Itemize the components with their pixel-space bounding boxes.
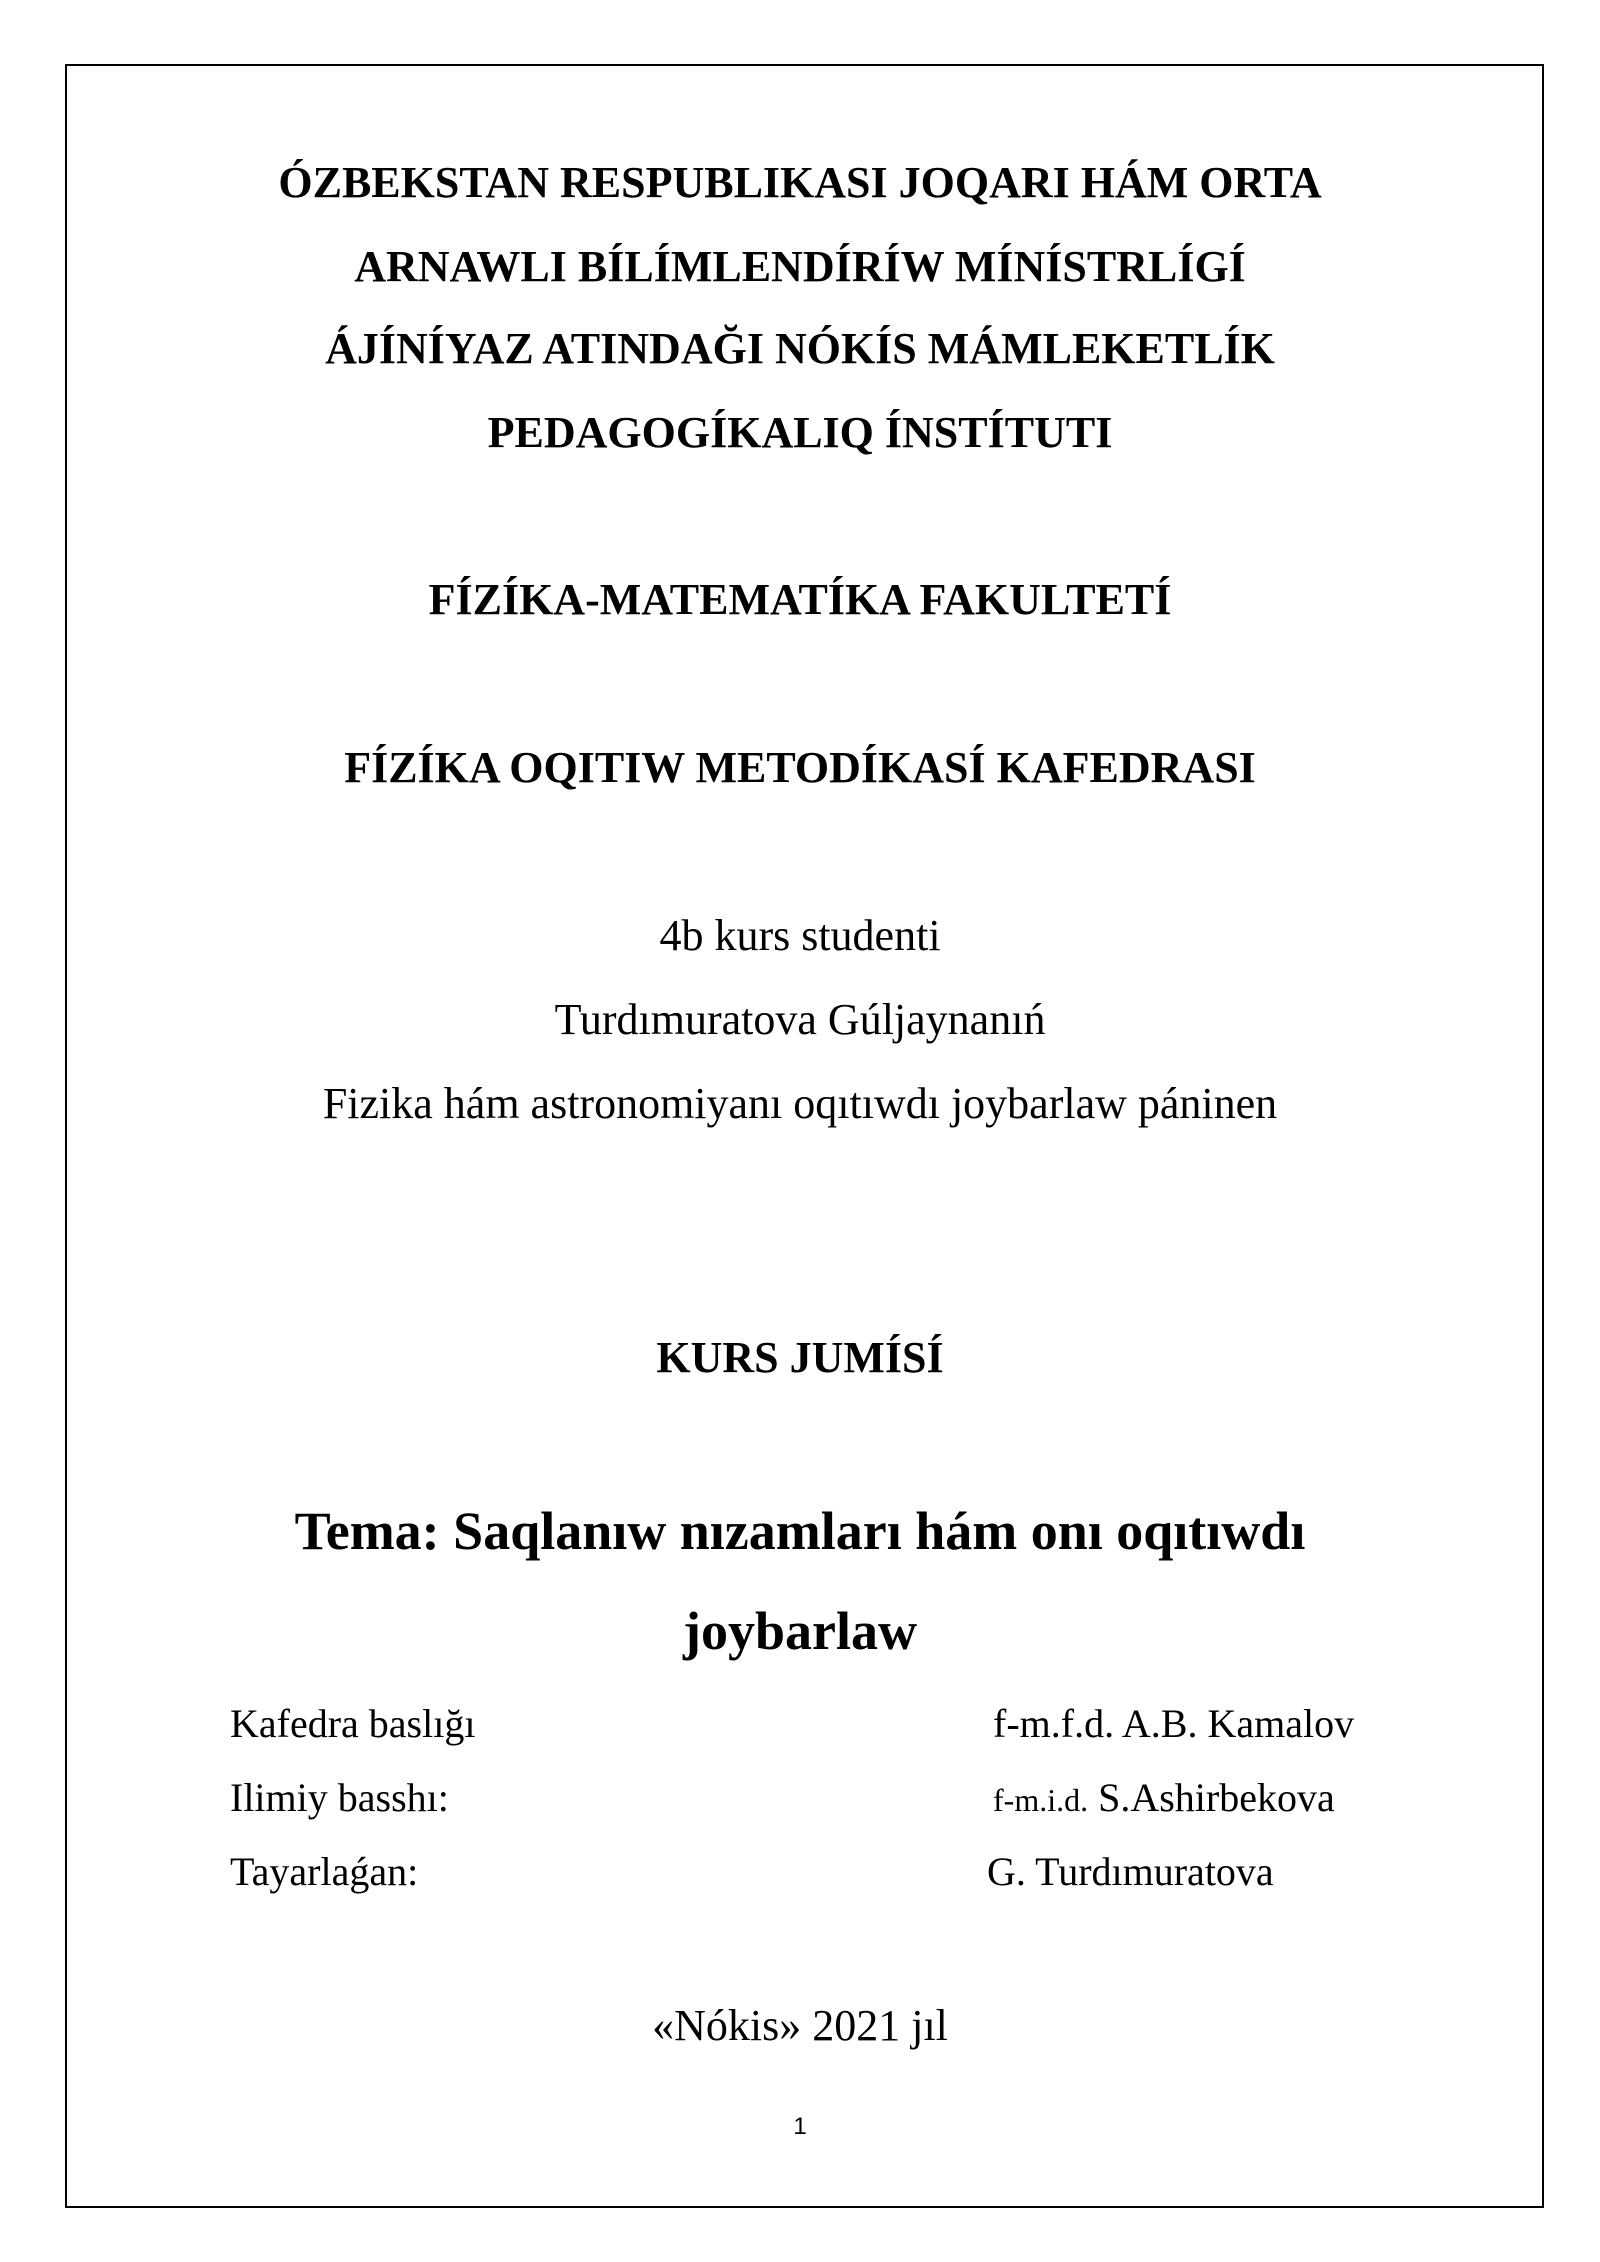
ministry-title-line-1: ÓZBEKSTAN RESPUBLIKASI JOQARI HÁM ORTA — [278, 158, 1322, 207]
topic-line-2: joybarlaw — [683, 1601, 917, 1661]
student-course: 4b kurs studenti — [659, 911, 941, 960]
topic-line-1: Tema: Saqlanıw nızamları hám onı oqıtıwdı — [294, 1501, 1306, 1561]
place-year: «Nókis» 2021 jıl — [652, 2001, 948, 2050]
signature-role-head: Kafedra baslığı — [230, 1701, 476, 1746]
signature-value-prepared — [987, 1848, 1274, 1895]
signature-name-head: A.B. Kamalov — [1121, 1701, 1355, 1746]
signature-value-head — [993, 1700, 1354, 1747]
signature-degree-head: f-m.f.d. — [993, 1701, 1115, 1746]
institute-title-line-1: ÁJÍNÍYAZ ATINDAĞI NÓKÍS MÁMLEKETLÍK — [325, 324, 1275, 373]
signature-name-prepared: G. Turdımuratova — [987, 1849, 1274, 1894]
institute-title-line-2: PEDAGOGÍKALIQ ÍNSTÍTUTI — [487, 408, 1113, 457]
faculty-title: FÍZÍKA-MATEMATÍKA FAKULTETÍ — [428, 575, 1172, 624]
page-number: 1 — [793, 2113, 807, 2140]
signature-role-prepared: Tayarlaǵan: — [230, 1849, 419, 1894]
student-name: Turdımuratova Gúljaynanıń — [554, 995, 1046, 1044]
signature-degree-supervisor: f-m.i.d. — [993, 1782, 1089, 1818]
work-type: KURS JUMÍSÍ — [656, 1333, 944, 1382]
department-title: FÍZÍKA OQITIW METODÍKASÍ KAFEDRASI — [344, 743, 1256, 792]
signature-name-supervisor: S.Ashirbekova — [1098, 1775, 1335, 1820]
signature-role-supervisor: Ilimiy basshı: — [230, 1775, 449, 1820]
subject-line: Fizika hám astronomiyanı oqıtıwdı joybarlaw páninen — [322, 1079, 1278, 1128]
ministry-title-line-2: ARNAWLI BÍLÍMLENDÍRÍW MÍNÍSTRLÍGÍ — [354, 242, 1246, 291]
signature-value-supervisor — [993, 1774, 1335, 1821]
